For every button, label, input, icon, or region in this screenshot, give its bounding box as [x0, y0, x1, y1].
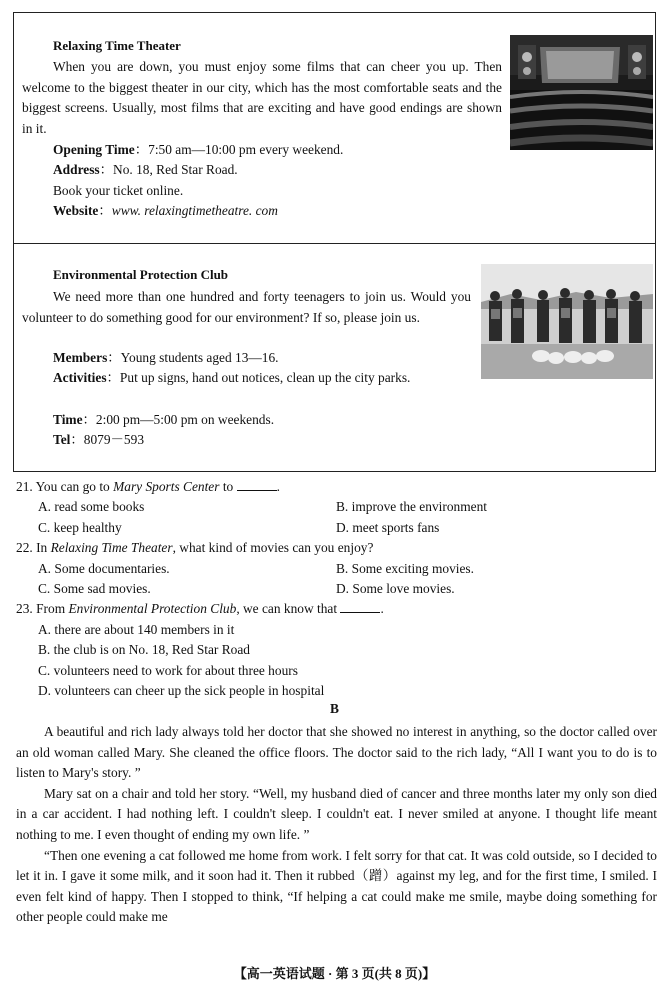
story-paragraph: “Then one evening a cat followed me home from work. I felt sorry for that cat. It was cold outside, so I decided to let it in. I gave it some milk, and it soon had it. Then it rubbed（蹭）against my leg, and for the first time, I smiled. I even felt kind of happy. Then I stopped to think, “If helping a cat could make me smile, maybe doing something for other people could make me	[16, 847, 657, 925]
story-paragraph: A beautiful and rich lady always told her doctor that she showed no interest in anything, so the doctor called over an old woman called Mary. She cleaned the office floors. The doctor said to the rich lady, “All I want you to do is to listen to Mary's story. ”	[16, 724, 657, 781]
q23-option-a: A. there are about 140 members in it	[38, 622, 235, 637]
ad1-title: Relaxing Time Theater	[53, 38, 181, 53]
tel-value: ：8079－593	[70, 432, 145, 447]
q21-option-d: D. meet sports fans	[336, 520, 440, 535]
address-label: Address	[53, 162, 100, 177]
ad2-activities	[22, 368, 471, 389]
answer-blank	[237, 478, 277, 491]
q21-option-c: C. keep healthy	[38, 520, 122, 535]
ad2-tel	[53, 431, 144, 449]
ad2-time	[53, 411, 274, 429]
q23-option-c: C. volunteers need to work for about three hours	[38, 663, 298, 678]
opening-label: Opening Time	[53, 142, 135, 157]
answer-blank	[340, 600, 380, 613]
ad2-body: We need more than one hundred and forty teenagers to join us. Would you volunteer to do something good for our environment? If so, please join us.	[22, 289, 471, 325]
story-text	[16, 722, 657, 928]
club-photo	[481, 264, 653, 379]
ad1-opening	[53, 141, 343, 159]
ad1-address	[53, 161, 238, 179]
q23-option-b: B. the club is on No. 18, Red Star Road	[38, 642, 251, 657]
q22-option-b: B. Some exciting movies.	[336, 561, 474, 576]
q21-option-a: A. read some books	[38, 499, 145, 514]
q21-option-b: B. improve the environment	[336, 499, 487, 514]
question-21: 21. You can go to Mary Sports Center to .	[16, 479, 280, 494]
q22-option-d: D. Some love movies.	[336, 581, 455, 596]
website-value: www. relaxingtimetheatre. com	[111, 203, 278, 218]
activities-value: ：Put up signs, hand out notices, clean up the city parks.	[106, 370, 411, 385]
question-22: 22. In Relaxing Time Theater, what kind of movies can you enjoy?	[16, 540, 374, 555]
story-paragraph: Mary sat on a chair and told her story. “Well, my husband died of cancer and three months later my only son died in a car accident. I had nothing left. I couldn't sleep. I couldn't eat. I never smiled at anyone. I thought life meant nothing to me. I even thought of ending my own life. ”	[16, 785, 657, 842]
ad2-title: Environmental Protection Club	[53, 267, 229, 282]
section-b-heading: B	[330, 701, 339, 716]
q23-option-d: D. volunteers can cheer up the sick people in hospital	[38, 683, 325, 698]
ad1-ticket: Book your ticket online.	[53, 183, 184, 198]
time-value: ：2:00 pm—5:00 pm on weekends.	[82, 412, 275, 427]
page-footer: 【高一英语试题 · 第 3 页(共 8 页)】	[233, 966, 436, 981]
q22-option-a: A. Some documentaries.	[38, 561, 170, 576]
opening-value: ：7:50 am—10:00 pm every weekend.	[134, 142, 344, 157]
q22-option-c: C. Some sad movies.	[38, 581, 151, 596]
ad2-members	[53, 349, 279, 367]
time-label: Time	[53, 412, 83, 427]
ad1-website: Website：www. relaxingtimetheatre. com	[53, 203, 278, 218]
theater-photo	[510, 35, 653, 150]
address-value: ：No. 18, Red Star Road.	[99, 162, 238, 177]
tel-label: Tel	[53, 432, 71, 447]
question-23: 23. From Environmental Protection Club, we can know that .	[16, 601, 384, 616]
members-value: ：Young students aged 13—16.	[107, 350, 279, 365]
website-label: Website	[53, 203, 99, 218]
ad1-body: When you are down, you must enjoy some films that can cheer you up. Then welcome to the biggest theater in our city, which has the most comfortable seats and the biggest screens. Usually, most films that are exciting and have good endings are shown in it.	[22, 59, 502, 136]
activities-label: Activities	[53, 370, 107, 385]
members-label: Members	[53, 350, 108, 365]
